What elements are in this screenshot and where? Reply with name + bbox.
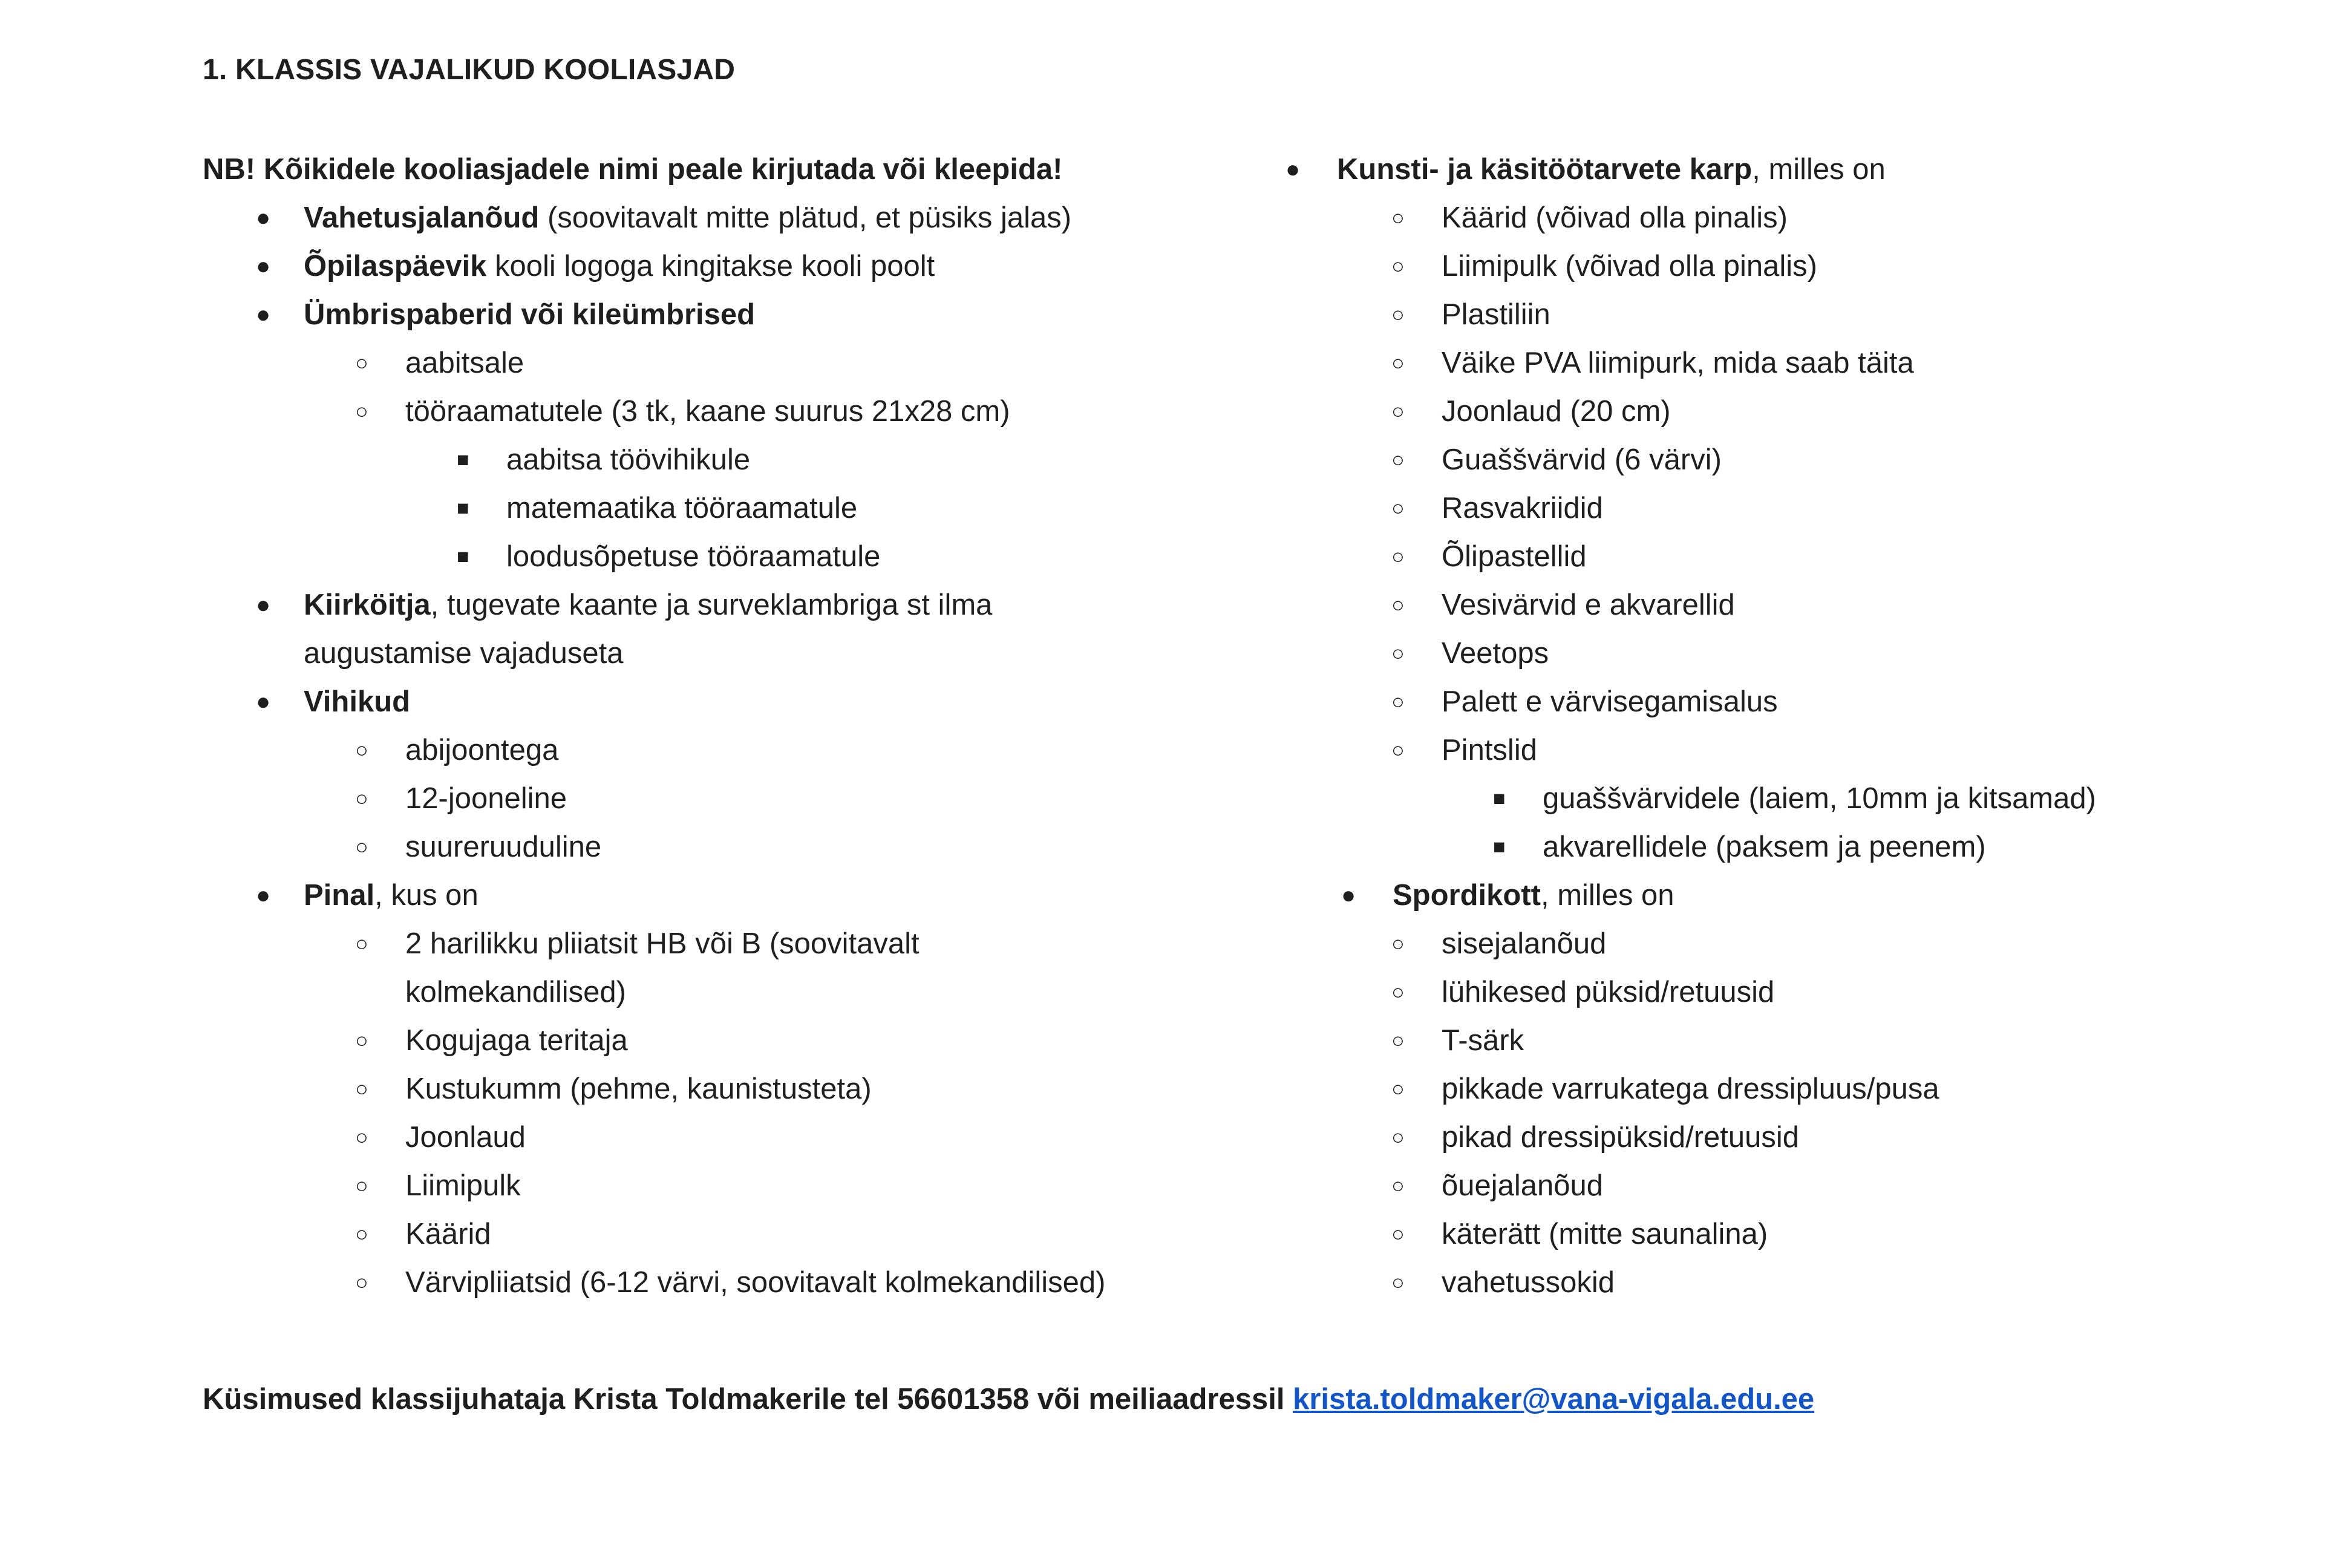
bullet-circle: ○ [1391,350,1405,375]
sub-item-label: Liimipulk (võivad olla pinalis) [1442,250,1817,283]
sub-item-label: Joonlaud (20 cm) [1442,395,1671,428]
sub-item-label: vahetussokid [1442,1266,1615,1299]
sub-item-label: suureruuduline [405,831,602,863]
sub-item [203,1210,1231,1258]
bullet-circle: ○ [355,834,368,859]
bullet-circle: ○ [355,1221,368,1246]
contact-footer [203,1382,1814,1416]
bullet-square: ■ [457,497,469,520]
contact-text: Küsimused klassijuhataja Krista Toldmakerile tel 56601358 või meiliaadressil [203,1383,1293,1416]
sub-item-label: Palett e värvisegamisalus [1442,685,1778,718]
sub-item [203,774,1231,823]
sub-item-label: pikkade varrukatega dressipluus/pusa [1442,1073,1939,1105]
bullet-circle: ○ [1391,737,1405,762]
sub-item-label: Kogujaga teritaja [405,1024,628,1057]
name-note: NB! Kõikidele kooliasjadele nimi peale kirjutada või kleepida! [203,153,1063,186]
sub-item-label: käterätt (mitte saunalina) [1442,1218,1768,1250]
sub-item [1285,484,2253,532]
sub-item [1285,1258,2253,1307]
sub-item-label: Plastiliin [1442,298,1550,331]
sub-item [1285,290,2253,339]
bullet-circle: ○ [355,399,368,423]
sub-item-label: lühikesed püksid/retuusid [1442,976,1775,1008]
sub-item-label-continued: kolmekandilised) [405,976,626,1008]
email-link[interactable]: krista.toldmaker@vana-vigala.edu.ee [1293,1383,1815,1416]
sub-item-label: sisejalanõud [1442,927,1607,960]
page-title: 1. KLASSIS VAJALIKUD KOOLIASJAD [203,54,736,86]
sub-sub-item-label: matemaatika tööraamatule [506,492,858,524]
sub-item-label: 2 harilikku pliiatsit HB või B (soovitavalt [405,927,920,960]
bullet-disc: ● [1341,882,1356,909]
sub-item [1285,629,2253,678]
sub-item [203,387,1231,436]
item-bold-label: Ümbrispaberid või kileümbrised [304,298,756,331]
sub-item [1285,581,2253,629]
bullet-circle: ○ [1391,931,1405,956]
list-item-pinal [203,871,1231,920]
sub-item [1285,339,2253,387]
bullet-circle: ○ [1391,1173,1405,1198]
item-bold-label: Spordikott [1393,879,1541,912]
sub-item-label: Liimipulk [405,1169,521,1202]
bullet-circle: ○ [355,1173,368,1198]
bullet-circle: ○ [1391,641,1405,665]
item-bold-label: Õpilaspäevik [304,250,487,283]
sub-item [203,1258,1231,1307]
bullet-square: ■ [457,545,469,568]
sub-item [1285,1016,2253,1065]
sub-sub-item [1285,774,2253,823]
bullet-circle: ○ [1391,544,1405,569]
bullet-disc: ● [256,204,271,231]
item-detail: , kus on [374,879,479,912]
bullet-disc: ● [256,882,271,909]
item-detail: , tugevate kaante ja surveklambriga st ilma [430,589,993,621]
sub-item [203,339,1231,387]
bullet-circle: ○ [355,737,368,762]
sub-item-label: Väike PVA liimipurk, mida saab täita [1442,347,1914,379]
bullet-square: ■ [1493,835,1506,858]
item-detail: , milles on [1540,879,1674,912]
sub-item-label: pikad dressipüksid/retuusid [1442,1121,1800,1154]
bullet-disc: ● [256,688,271,715]
right-column [1285,145,2253,1307]
sub-item-label: õuejalanõud [1442,1169,1604,1202]
sub-sub-item [203,484,1231,532]
bullet-circle: ○ [1391,302,1405,327]
bullet-circle: ○ [1391,1221,1405,1246]
sub-item-label: Käärid [405,1218,491,1250]
sub-item [1285,194,2253,242]
list-item-kiirkoitja [203,581,1231,678]
bullet-square: ■ [457,448,469,471]
bullet-circle: ○ [355,1270,368,1295]
list-item-vihikud [203,678,1231,726]
item-bold-label: Pinal [304,879,375,912]
bullet-circle: ○ [355,1076,368,1101]
bullet-circle: ○ [1391,1125,1405,1149]
sub-sub-item-label: akvarellidele (paksem ja peenem) [1543,831,1986,863]
bullet-disc: ● [256,253,271,279]
sub-sub-item [203,532,1231,581]
bullet-circle: ○ [355,350,368,375]
bullet-circle: ○ [1391,399,1405,423]
bullet-circle: ○ [1391,447,1405,472]
list-item-opilaspaevik [203,242,1231,290]
sub-item-label: tööraamatutele (3 tk, kaane suurus 21x28 cm) [405,395,1010,428]
sub-item-label: Kustukumm (pehme, kaunistusteta) [405,1073,872,1105]
sub-item-label: Vesivärvid e akvarellid [1442,589,1735,621]
list-item-spordikott [1285,871,2253,920]
sub-item [203,1113,1231,1161]
sub-item [1285,968,2253,1016]
sub-item [203,726,1231,774]
bullet-circle: ○ [1391,689,1405,714]
sub-item-label: 12-jooneline [405,782,567,815]
sub-item [1285,387,2253,436]
sub-item-label: T-särk [1442,1024,1524,1057]
sub-item-label: Veetops [1442,637,1549,670]
sub-item-label: Rasvakriidid [1442,492,1603,524]
list-item-umbrispaberid [203,290,1231,339]
sub-item [1285,920,2253,968]
bullet-disc: ● [256,592,271,618]
sub-item-label: Joonlaud [405,1121,526,1154]
bullet-square: ■ [1493,787,1506,810]
bullet-circle: ○ [1391,205,1405,230]
sub-sub-item-label: guaššvärvidele (laiem, 10mm ja kitsamad) [1543,782,2096,815]
item-detail: , milles on [1752,153,1886,186]
sub-item [203,920,1231,1016]
sub-item [1285,678,2253,726]
sub-item [1285,532,2253,581]
bullet-disc: ● [1285,156,1301,183]
item-detail: kooli logoga kingitakse kooli poolt [486,250,935,283]
item-bold-label: Vihikud [304,685,411,718]
bullet-circle: ○ [1391,1028,1405,1053]
sub-item-label: aabitsale [405,347,524,379]
sub-item [203,823,1231,871]
sub-item-label: Värvipliiatsid (6-12 värvi, soovitavalt kolmekandilised) [405,1266,1106,1299]
sub-item [1285,1210,2253,1258]
item-bold-label: Kunsti- ja käsitöötarvete karp [1337,153,1753,186]
sub-item [1285,726,2253,774]
sub-item [203,1065,1231,1113]
sub-sub-item-label: aabitsa töövihikule [506,443,751,476]
bullet-disc: ● [256,301,271,328]
sub-sub-item [203,436,1231,484]
bullet-circle: ○ [355,786,368,811]
sub-item [1285,436,2253,484]
sub-item-label: Pintslid [1442,734,1537,766]
list-item-kunsti [1285,145,2253,194]
bullet-circle: ○ [1391,495,1405,520]
sub-item-label: Guaššvärvid (6 värvi) [1442,443,1722,476]
sub-item [1285,1113,2253,1161]
item-detail-continued: augustamise vajaduseta [304,637,624,670]
item-bold-label: Kiirköitja [304,589,431,621]
sub-item-label: abijoontega [405,734,559,766]
bullet-circle: ○ [1391,979,1405,1004]
bullet-circle: ○ [355,1125,368,1149]
sub-sub-item-label: loodusõpetuse tööraamatule [506,540,881,573]
bullet-circle: ○ [1391,1076,1405,1101]
item-detail: (soovitavalt mitte plätud, et püsiks jalas) [539,201,1072,234]
bullet-circle: ○ [1391,592,1405,617]
sub-sub-item [1285,823,2253,871]
bullet-circle: ○ [355,1028,368,1053]
sub-item [1285,1065,2253,1113]
sub-item [1285,242,2253,290]
bullet-circle: ○ [355,931,368,956]
item-bold-label: Vahetusjalanõud [304,201,540,234]
bullet-circle: ○ [1391,1270,1405,1295]
sub-item [203,1016,1231,1065]
sub-item [203,1161,1231,1210]
left-column [203,145,1231,1307]
sub-item-label: Õlipastellid [1442,540,1587,573]
sub-item-label: Käärid (võivad olla pinalis) [1442,201,1788,234]
bullet-circle: ○ [1391,253,1405,278]
list-item-vahetusjalanoud [203,194,1231,242]
sub-item [1285,1161,2253,1210]
